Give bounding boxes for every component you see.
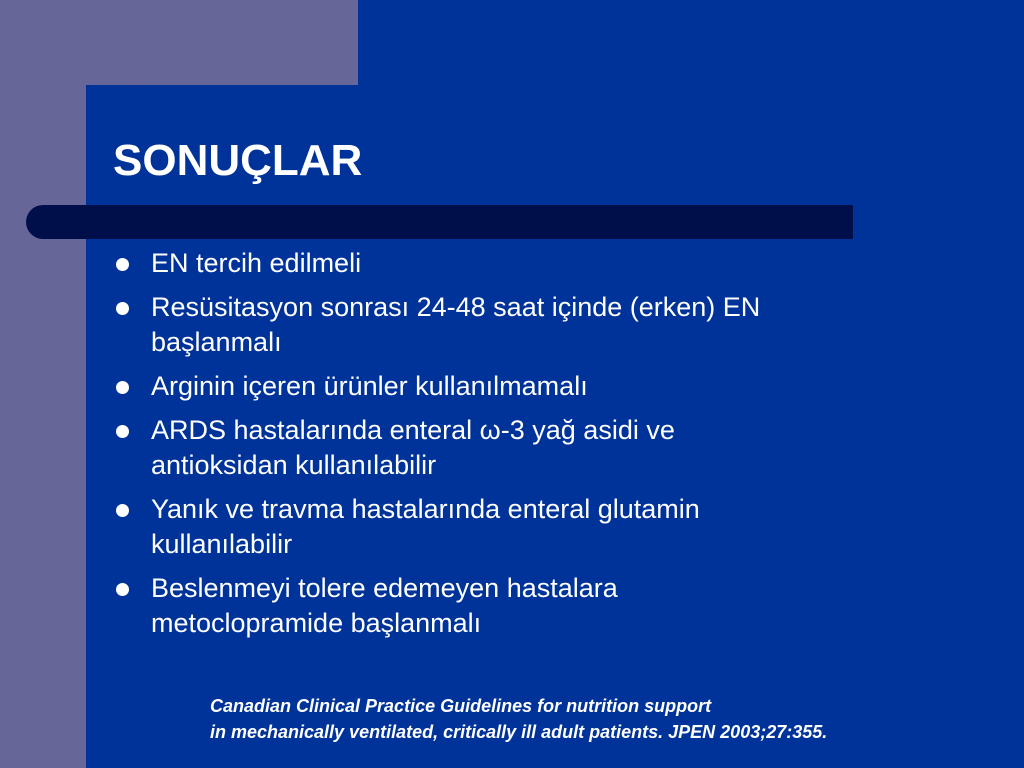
bullet-text-continued: metoclopramide başlanmalı [151, 608, 482, 638]
bullet-item [114, 246, 934, 281]
bullet-dot-icon [116, 381, 129, 394]
bullet-text-continued: kullanılabilir [151, 529, 293, 559]
bullet-text: Arginin içeren ürünler kullanılmamalı [151, 371, 588, 401]
title-underline-bar [26, 205, 853, 239]
bullet-dot-icon [116, 258, 129, 271]
citation-line-1: Canadian Clinical Practice Guidelines for nutrition support [210, 696, 712, 716]
bullet-text: Resüsitasyon sonrası 24-48 saat içinde (erken) EN [151, 292, 761, 322]
citation [210, 693, 827, 745]
bullet-text: ARDS hastalarında enteral ω-3 yağ asidi ve [151, 415, 675, 445]
bullet-text-continued: antioksidan kullanılabilir [151, 450, 437, 480]
bullet-list [114, 246, 934, 650]
citation-line-2: in mechanically ventilated, critically ill adult patients. JPEN 2003;27:355. [210, 722, 828, 742]
bullet-text: Yanık ve travma hastalarında enteral glutamin [151, 494, 700, 524]
bullet-item [114, 290, 934, 360]
bullet-dot-icon [116, 583, 129, 596]
left-decorative-band [0, 0, 86, 768]
bullet-item [114, 492, 934, 562]
bullet-text: EN tercih edilmeli [151, 248, 362, 278]
bullet-item [114, 413, 934, 483]
bullet-dot-icon [116, 425, 129, 438]
top-decorative-block [0, 0, 358, 85]
bullet-text: Beslenmeyi tolere edemeyen hastalara [151, 573, 618, 603]
bullet-item [114, 369, 934, 404]
bullet-dot-icon [116, 504, 129, 517]
bullet-dot-icon [116, 302, 129, 315]
bullet-item [114, 571, 934, 641]
bullet-text-continued: başlanmalı [151, 327, 282, 357]
slide-title: SONUÇLAR [113, 136, 363, 185]
